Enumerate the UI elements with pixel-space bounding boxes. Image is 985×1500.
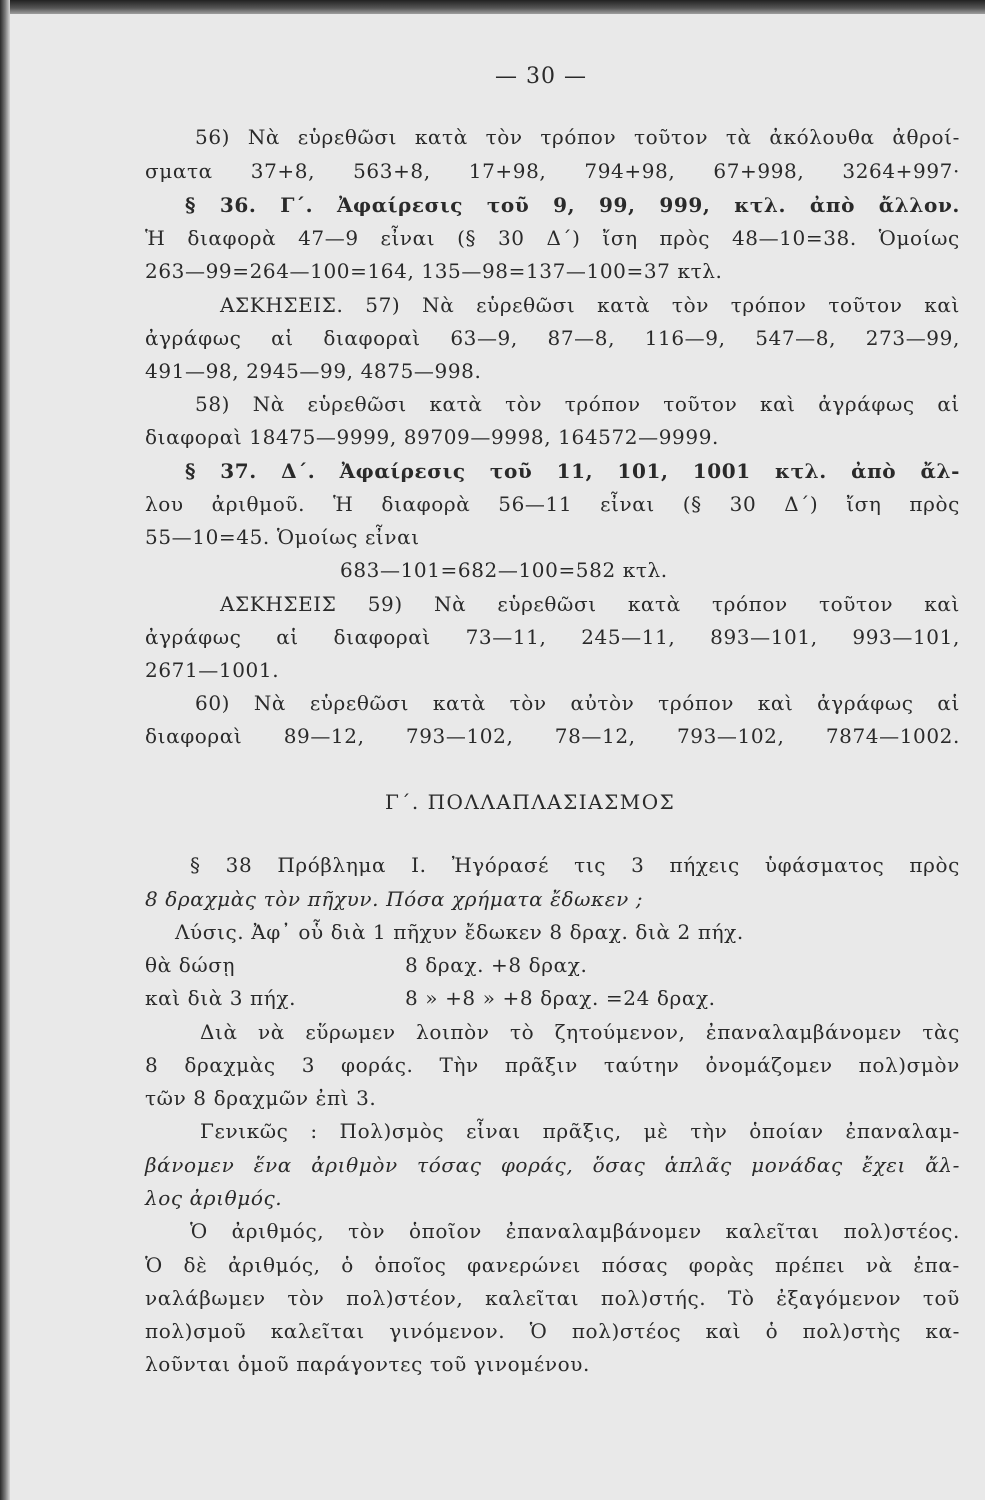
definition-line: λος ἀριθμός. [145, 1186, 283, 1210]
text-line: διαφοραὶ 18475—9999, 89709—9998, 164572—9999. [145, 425, 719, 449]
text-line: 8 δραχ. +8 δραχ. [405, 953, 588, 977]
scan-edge-left [0, 0, 10, 1500]
text-line: ΑΣΚΗΣΕΙΣ. 57) Νὰ εὑρεθῶσι κατὰ τὸν τρόπον τοῦτον καὶ [220, 293, 960, 317]
text-line: 683—101=682—100=582 κτλ. [340, 558, 668, 582]
text-line: πολ)σμοῦ καλεῖται γινόμενον. Ὁ πολ)στέος καὶ ὁ πολ)στὴς κα- [145, 1319, 960, 1343]
text-line: 263—99=264—100=164, 135—98=137—100=37 κτλ. [145, 259, 723, 283]
text-line: ναλάβωμεν τὸν πολ)στέον, καλεῖται πολ)στής. Τὸ ἐξαγόμενον τοῦ [145, 1286, 960, 1310]
chapter-heading: Γ΄. ΠΟΛΛΑΠΛΑΣΙΑΣΜΟΣ [385, 790, 676, 814]
definition-line: Γενικῶς : Πολ)σμὸς εἶναι πρᾶξις, μὲ τὴν ὁποίαν ἐπαναλαμ- [200, 1119, 960, 1143]
page-number: — 30 — [495, 64, 587, 89]
text-line: § 38 Πρόβλημα Ι. Ἠγόρασέ τις 3 πήχεις ὑφάσματος πρὸς [190, 853, 960, 877]
definition-line: βάνομεν ἕνα ἀριθμὸν τόσας φοράς, ὅσας ἁπλᾶς μονάδας ἔχει ἄλ- [145, 1153, 960, 1177]
text-line: καὶ διὰ 3 πήχ. [145, 986, 297, 1010]
text-line: Διὰ νὰ εὕρωμεν λοιπὸν τὸ ζητούμενον, ἐπαναλαμβάνομεν τὰς [200, 1020, 960, 1044]
text-line: Ὁ δὲ ἀριθμός, ὁ ὁποῖος φανερώνει πόσας φορὰς πρέπει νὰ ἐπα- [145, 1253, 960, 1277]
section-heading: § 36. Γ΄. Ἀφαίρεσις τοῦ 9, 99, 999, κτλ. ἀπὸ ἄλλον. [185, 193, 960, 217]
text-line: 56) Νὰ εὑρεθῶσι κατὰ τὸν τρόπον τοῦτον τὰ ἀκόλουθα ἀθροί- [195, 125, 960, 149]
text-line: σματα 37+8, 563+8, 17+98, 794+98, 67+998, 3264+997· [145, 159, 960, 183]
text-line: 55—10=45. Ὁμοίως εἶναι [145, 525, 420, 549]
text-line: 2671—1001. [145, 658, 280, 682]
text-line: τῶν 8 δραχμῶν ἐπὶ 3. [145, 1086, 377, 1110]
text-line: Ὁ ἀριθμός, τὸν ὁποῖον ἐπαναλαμβάνομεν καλεῖται πολ)στέος. [190, 1219, 960, 1243]
text-line: 58) Νὰ εὑρεθῶσι κατὰ τὸν τρόπον τοῦτον καὶ ἀγράφως αἱ [195, 392, 960, 416]
text-line: λου ἀριθμοῦ. Ἡ διαφορὰ 56—11 εἶναι (§ 30 Δ΄) ἴση πρὸς [145, 492, 960, 516]
text-line: διαφοραὶ 89—12, 793—102, 78—12, 793—102, 7874—1002. [145, 724, 960, 748]
text-line: 8 » +8 » +8 δραχ. =24 δραχ. [405, 986, 716, 1010]
text-line: ἀγράφως αἱ διαφοραὶ 63—9, 87—8, 116—9, 547—8, 273—99, [145, 326, 960, 350]
text-line: Λύσις. Ἀφ᾽ οὗ διὰ 1 πῆχυν ἔδωκεν 8 δραχ. διὰ 2 πήχ. [175, 920, 744, 944]
section-heading: § 37. Δ΄. Ἀφαίρεσις τοῦ 11, 101, 1001 κτλ. ἀπὸ ἄλ- [185, 459, 960, 483]
text-line: ΑΣΚΗΣΕΙΣ 59) Νὰ εὑρεθῶσι κατὰ τρόπον τοῦτον καὶ [220, 592, 960, 616]
text-line: 8 δραχμὰς 3 φοράς. Τὴν πρᾶξιν ταύτην ὀνομάζομεν πολ)σμὸν [145, 1053, 960, 1077]
book-page [10, 14, 985, 1500]
text-line: 491—98, 2945—99, 4875—998. [145, 359, 482, 383]
text-line: Ἡ διαφορὰ 47—9 εἶναι (§ 30 Δ΄) ἴση πρὸς 48—10=38. Ὁμοίως [145, 226, 960, 250]
text-line: ἀγράφως αἱ διαφοραὶ 73—11, 245—11, 893—101, 993—101, [145, 625, 960, 649]
text-line: λοῦνται ὁμοῦ παράγοντες τοῦ γινομένου. [145, 1352, 590, 1376]
text-line: 60) Νὰ εὑρεθῶσι κατὰ τὸν αὐτὸν τρόπον καὶ ἀγράφως αἱ [195, 691, 960, 715]
text-line: θὰ δώσῃ [145, 953, 236, 977]
text-line: 8 δραχμὰς τὸν πῆχυν. Πόσα χρήματα ἔδωκεν ; [145, 887, 644, 911]
